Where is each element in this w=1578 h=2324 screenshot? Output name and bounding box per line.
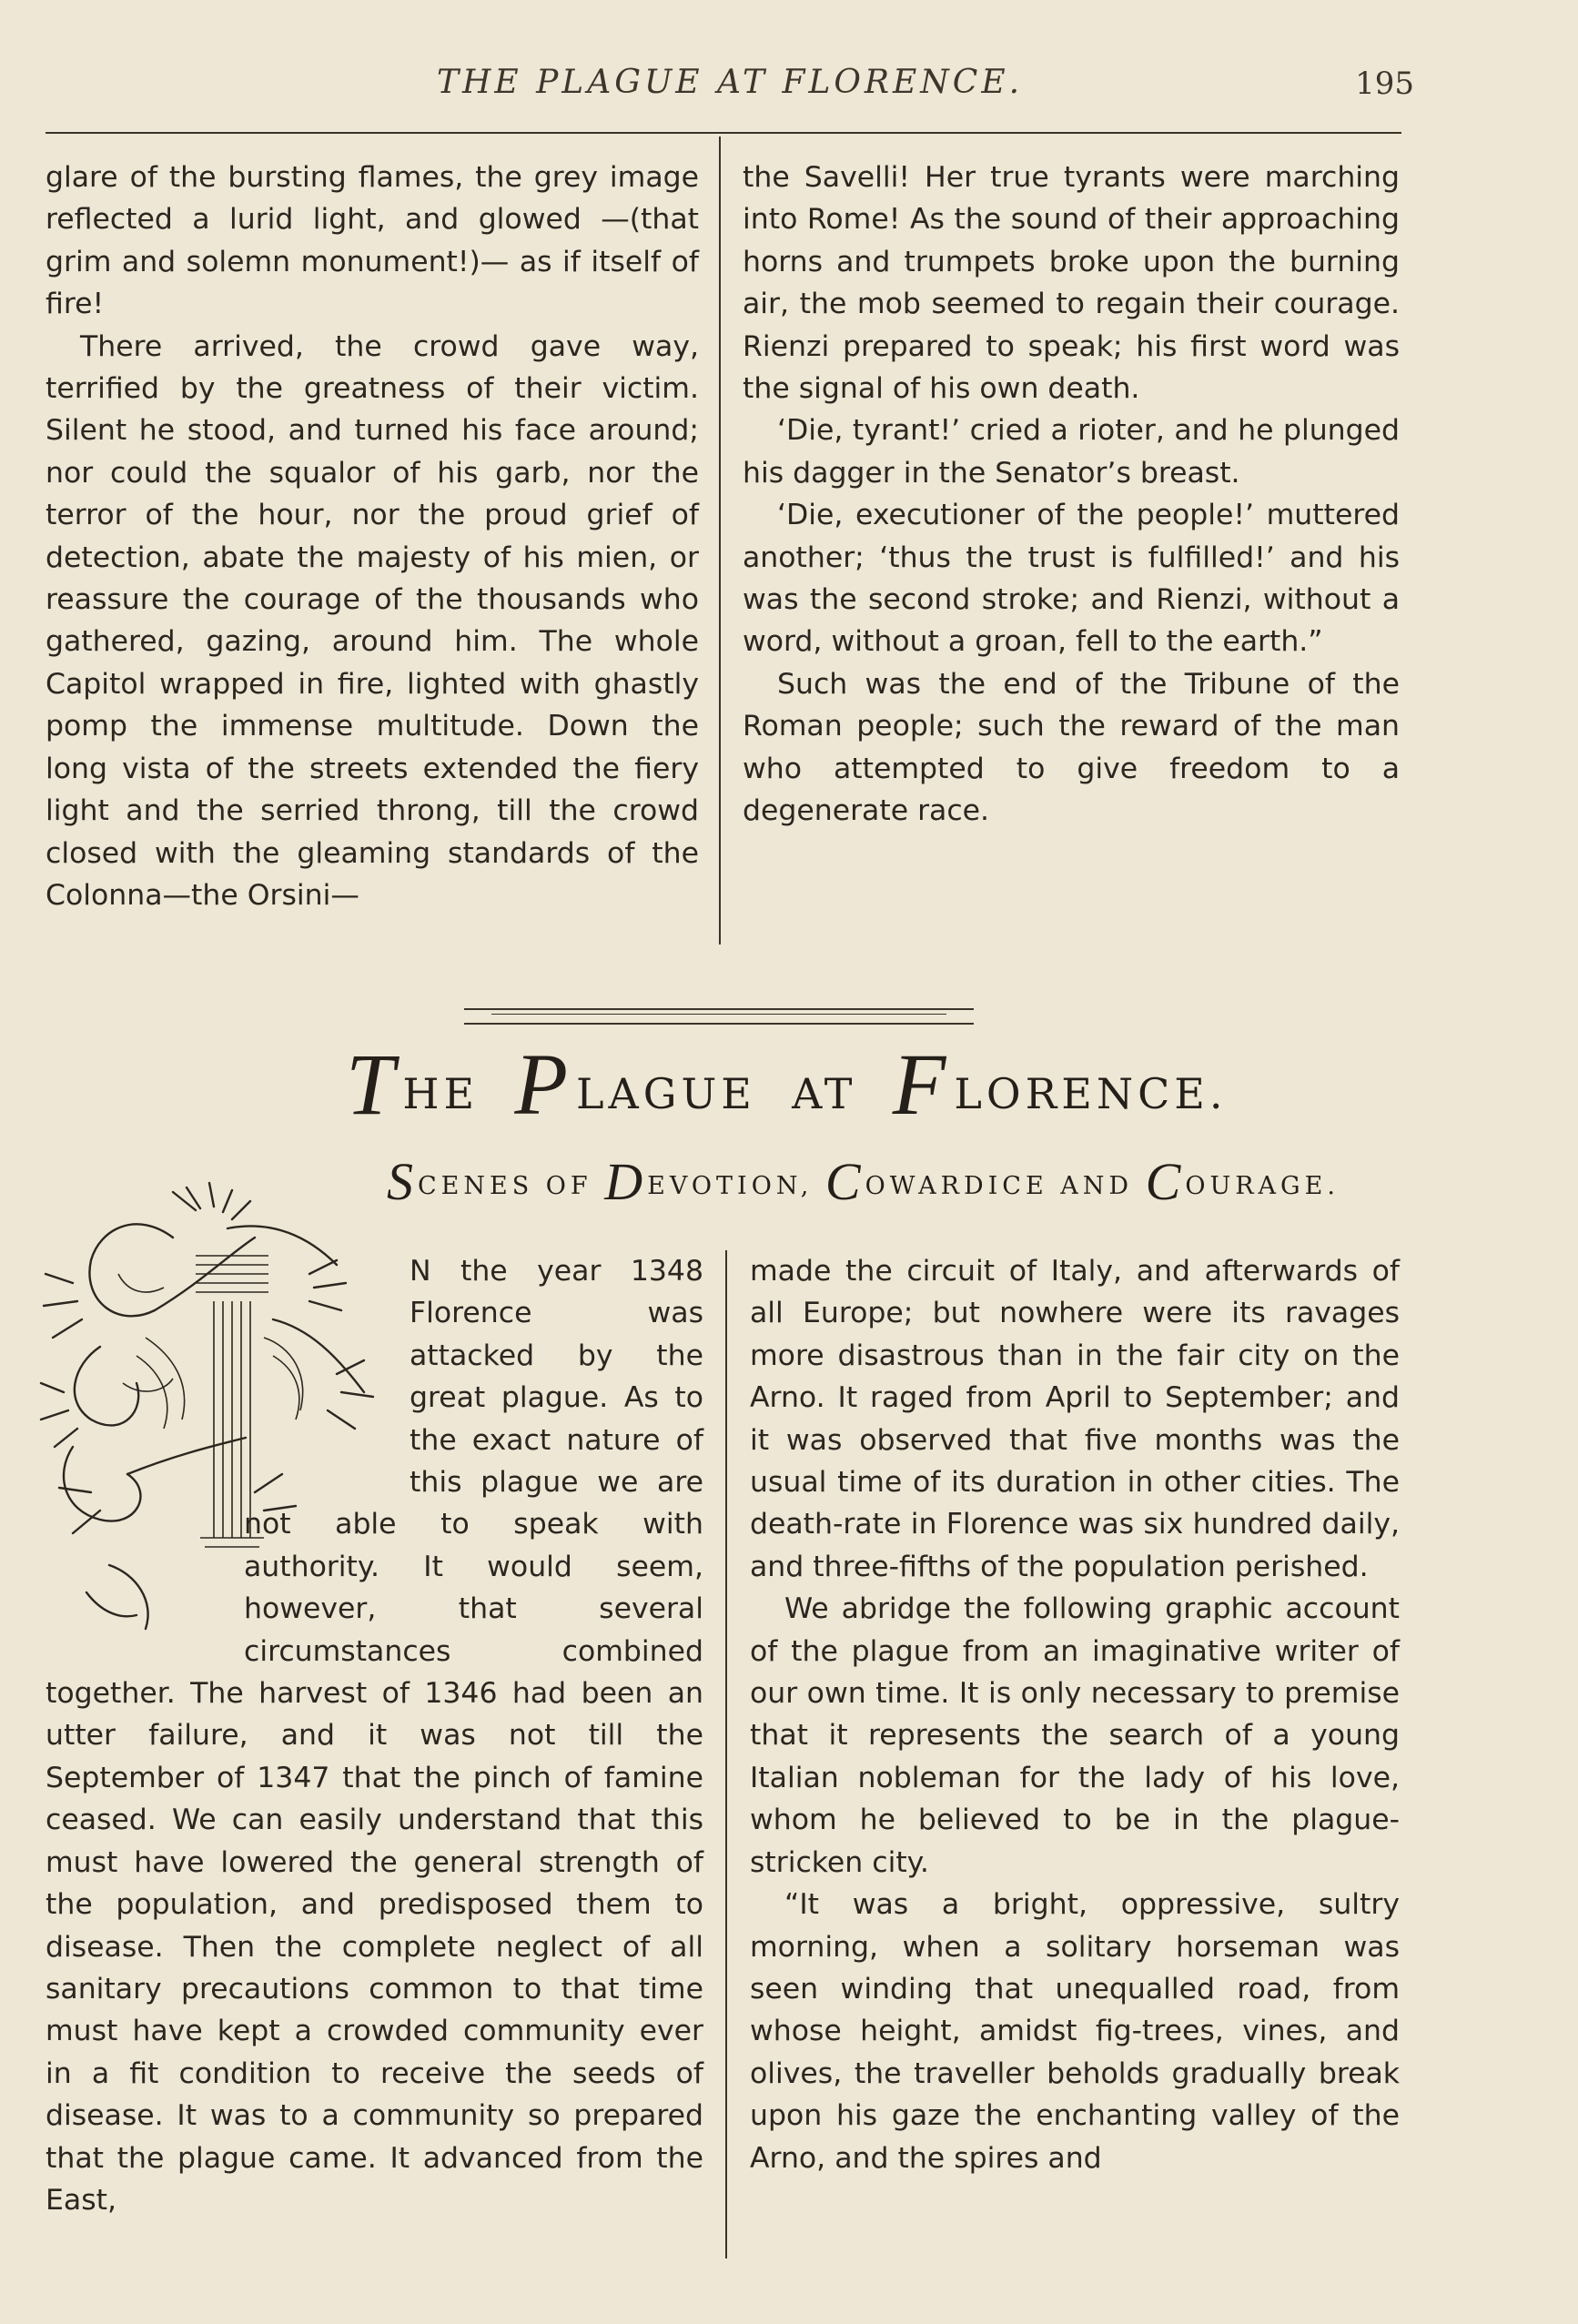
page-number: 195: [1355, 66, 1414, 102]
running-title: THE PLAGUE AT FLORENCE.: [436, 64, 1024, 101]
bottom-right-column: [750, 1250, 1400, 2179]
paragraph: made the circuit of Italy, and afterwards of all Europe; but nowhere were its ravages more disastrous than in the fair city on the Arno. It raged from April to September; and it was observed that five months was the usual time of its duration in other cities. The death-rate in Florence was six hundred daily, and three-fifths of the population perished.: [750, 1255, 1400, 1583]
bottom-left-column: [46, 1250, 703, 2221]
paragraph: Such was the end of the Tribune of the Roman people; such the reward of the man who attempted to give freedom to a degenerate race.: [743, 667, 1400, 828]
paragraph: “It was a bright, oppressive, sultry morning, when a solitary horseman was seen winding that unequalled road, from whose height, amidst fig-trees, vines, and olives, the traveller beholds gradually break upon his gaze the enchanting valley of the Arno, and the spires and: [750, 1888, 1400, 2175]
paragraph: There arrived, the crowd gave way, terrified by the greatness of their victim. Silent he stood, and turned his face around; nor could the squalor of his garb, nor the terror of the hour, nor the proud grief of detection, abate the majesty of his mien, or reassure the courage of the thousands who gathered, gazing, around him. The whole Capitol wrapped in fire, lighted with ghastly pomp the immense multitude. Down the long vista of the streets extended the fiery light and the serried throng, till the crowd closed with the gleaming standards of the Colonna—the Orsini—: [46, 329, 699, 912]
title-initial: F: [892, 1036, 951, 1133]
drop-cap-space: [46, 1250, 410, 1503]
paragraph: the Savelli! Her true tyrants were marching into Rome! As the sound of their approaching horns and trumpets broke upon the burning air, the mob seemed to regain their courage. Rienzi prepared to speak; his first word was the signal of his own death.: [743, 161, 1400, 406]
section-divider: [464, 1008, 974, 1025]
column-divider: [725, 1250, 727, 2258]
drop-cap-space: [46, 1503, 244, 1672]
article-subtitle: SCENES OF DEVOTION, COWARDICE AND COURAGE.: [387, 1152, 1340, 1211]
paragraph: We abridge the following graphic account of the plague from an imaginative writer of our own time. It is only necessary to premise that it represents the search of a young Italian nobleman for the lady of his love, whom he believed to be in the plague-stricken city.: [750, 1592, 1400, 1879]
paragraph: N the year 1348 Florence was attacked by the great plague. As to the exact nature of this plague we are not able to speak with authority. It would seem, however, that several circumstances combined together. The harvest of 1346 had been an utter failure, and it was not till the September of 1347 that the pinch of famine ceased. We can easily understand that this must have lowered the general strength of the population, and predisposed them to disease. Then the complete neglect of all sanitary precautions common to that time must have kept a crowded community ever in a fit condition to receive the seeds of disease. It was to a community so prepared that the plague came. It advanced from the East,: [46, 1255, 703, 2217]
title-initial: P: [514, 1036, 572, 1133]
top-right-column: [743, 157, 1400, 833]
paragraph: glare of the bursting flames, the grey image reflected a lurid light, and glowed —(that grim and solemn monument!)— as if itself of fire!: [46, 161, 699, 321]
paragraph: ‘Die, executioner of the people!’ muttered another; ‘thus the trust is fulfilled!’ and his was the second stroke; and Rienzi, without a word, without a groan, fell to the earth.”: [743, 499, 1400, 659]
article-title: THE PLAGUE AT FLORENCE.: [346, 1036, 1228, 1133]
column-divider: [719, 136, 721, 945]
title-initial: T: [346, 1036, 400, 1133]
header-rule: [46, 132, 1401, 134]
paragraph: ‘Die, tyrant!’ cried a rioter, and he plunged his dagger in the Senator’s breast.: [743, 414, 1400, 490]
top-left-column: [46, 157, 699, 916]
